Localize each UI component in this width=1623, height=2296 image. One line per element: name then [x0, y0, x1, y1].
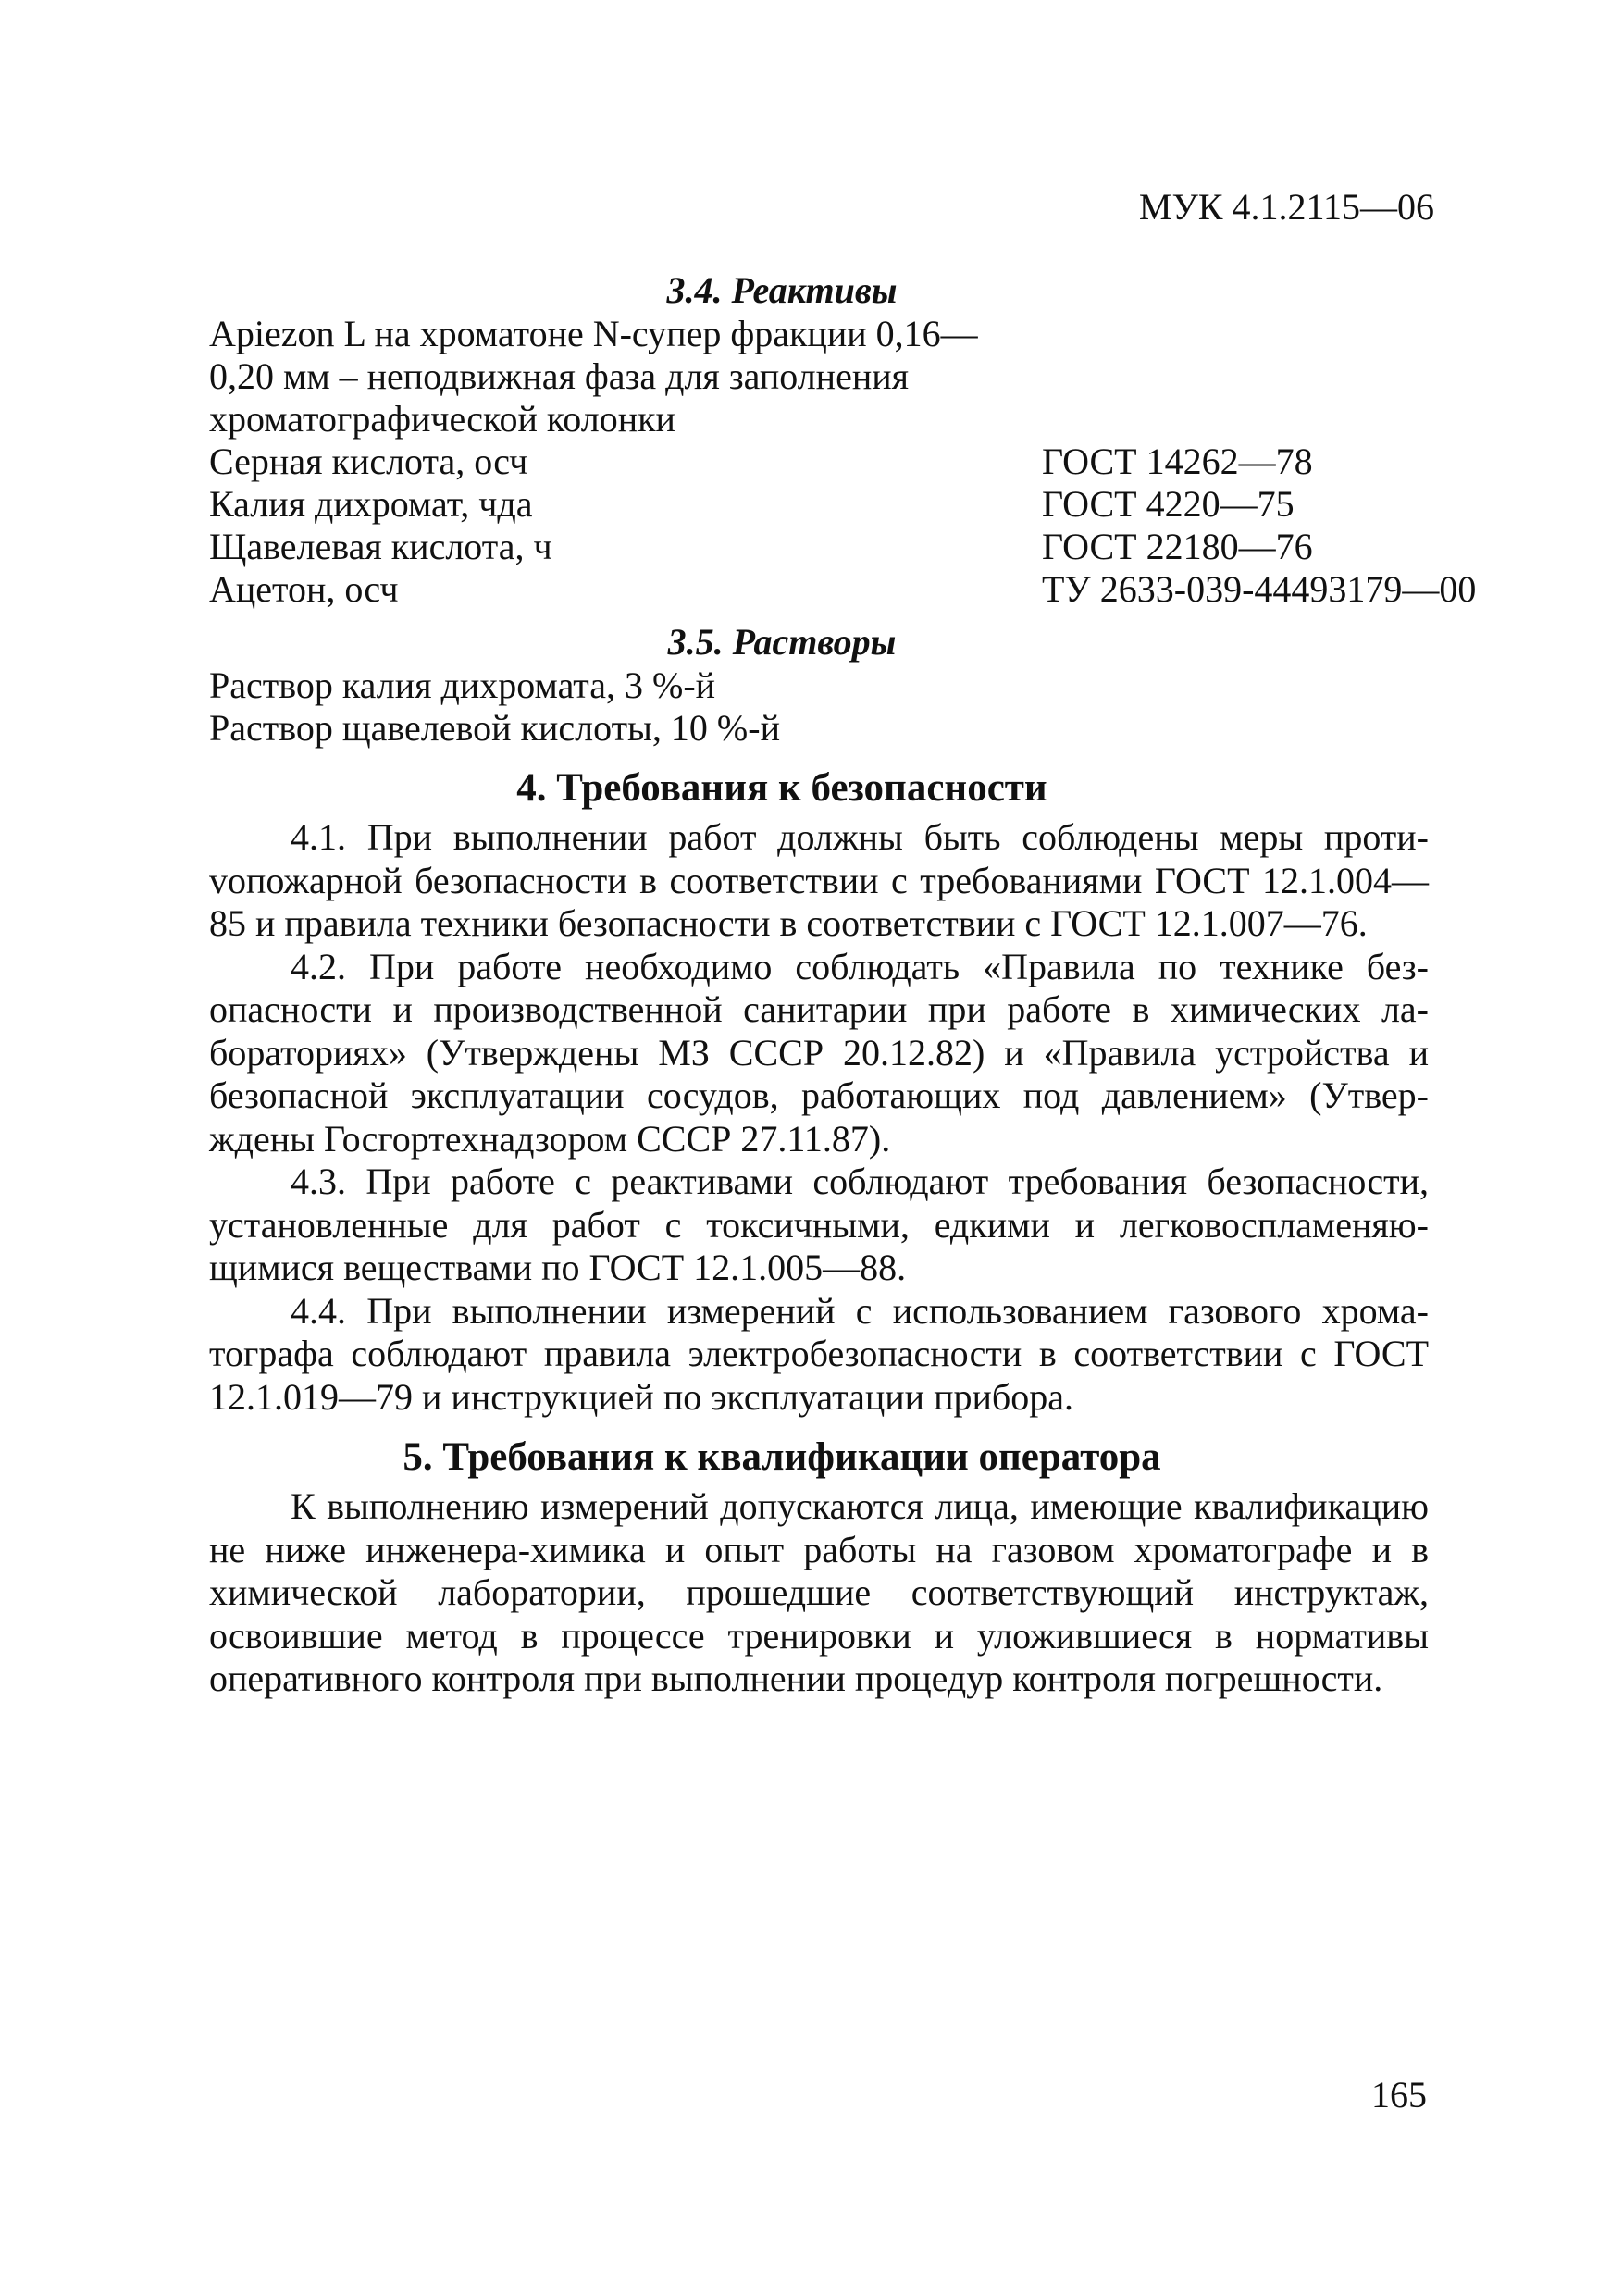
running-header: МУК 4.1.2115—06: [1138, 186, 1434, 228]
safety-paragraph: 4.3. При работе с реактивами соблюдают требования безопасности, установленные для работ с токсичными, едкими и легковоспламеняющимися веществами по ГОСТ 12.1.005—88.: [209, 1160, 1429, 1288]
solution-line: Раствор щавелевой кислоты, 10 %-й: [209, 707, 780, 749]
reagent-standard: ГОСТ 22180—76: [1042, 526, 1313, 567]
reagent-intro-line: 0,20 мм – неподвижная фаза для заполнения: [209, 355, 910, 397]
reagent-standard: ГОСТ 14262—78: [1042, 441, 1313, 482]
reagent-intro-line: хроматографической колонки: [209, 398, 675, 440]
solutions-heading: 3.5. Растворы: [667, 621, 897, 663]
reagent-row: [209, 568, 1477, 611]
reagent-name: Серная кислота, осч: [209, 441, 528, 482]
qualification-paragraph: К выполнению измерений допускаются лица, имеющие квалификацию не ниже инженера-химика и опыт работы на газовом хроматографе и в химической лаборатории, прошедшие соответствующий инструктаж, освоившие метод в процессе тренировки и уложившиеся в нормативы оперативного контроля при выполнении процедур контроля погрешности.: [209, 1485, 1429, 1699]
safety-paragraph: 4.4. При выполнении измерений с использованием газового хроматографа соблюдают правила электробезопасности в соответствии с ГОСТ 12.1.019—79 и инструкцией по эксплуатации прибора.: [209, 1289, 1429, 1418]
reagent-row: [209, 483, 1429, 526]
safety-paragraph: 4.2. При работе необходимо соблюдать «Правила по технике безопасности и производственной санитарии при работе в химических лабораториях» (Утверждены МЗ СССР 20.12.82) и «Правила устройства и безопасной эксплуатации сосудов, работающих под давлением» (Утверждены Госгортехнадзором СССР 27.11.87).: [209, 945, 1429, 1160]
reagent-intro-line: Apiezon L на хроматоне N-супер фракции 0,16—: [209, 313, 978, 354]
page-number: 165: [1371, 2074, 1427, 2116]
reagent-standard: ГОСТ 4220—75: [1042, 483, 1295, 525]
reagent-name: Щавелевая кислота, ч: [209, 526, 552, 567]
reagent-row: [209, 441, 1429, 483]
reagent-row: [209, 526, 1429, 568]
reagent-intro: [209, 313, 1097, 441]
reagent-name: Ацетон, осч: [209, 568, 399, 610]
safety-paragraph: 4.1. При выполнении работ должны быть соблюдены меры протиvопожарной безопасности в соответствии с требованиями ГОСТ 12.1.004—85 и правила техники безопасности в соответствии с ГОСТ 12.1.007—76.: [209, 816, 1429, 944]
solution-line: Раствор калия дихромата, 3 %-й: [209, 664, 716, 706]
reagent-standard: ТУ 2633-039-44493179—00: [1042, 568, 1477, 610]
qualification-heading: 5. Требования к квалификации оператора: [403, 1435, 1161, 1479]
reagent-name: Калия дихромат, чда: [209, 483, 533, 525]
page-content: [209, 268, 1477, 1701]
safety-heading: 4. Требования к безопасности: [516, 766, 1047, 810]
reagents-heading: 3.4. Реактивы: [666, 269, 898, 311]
